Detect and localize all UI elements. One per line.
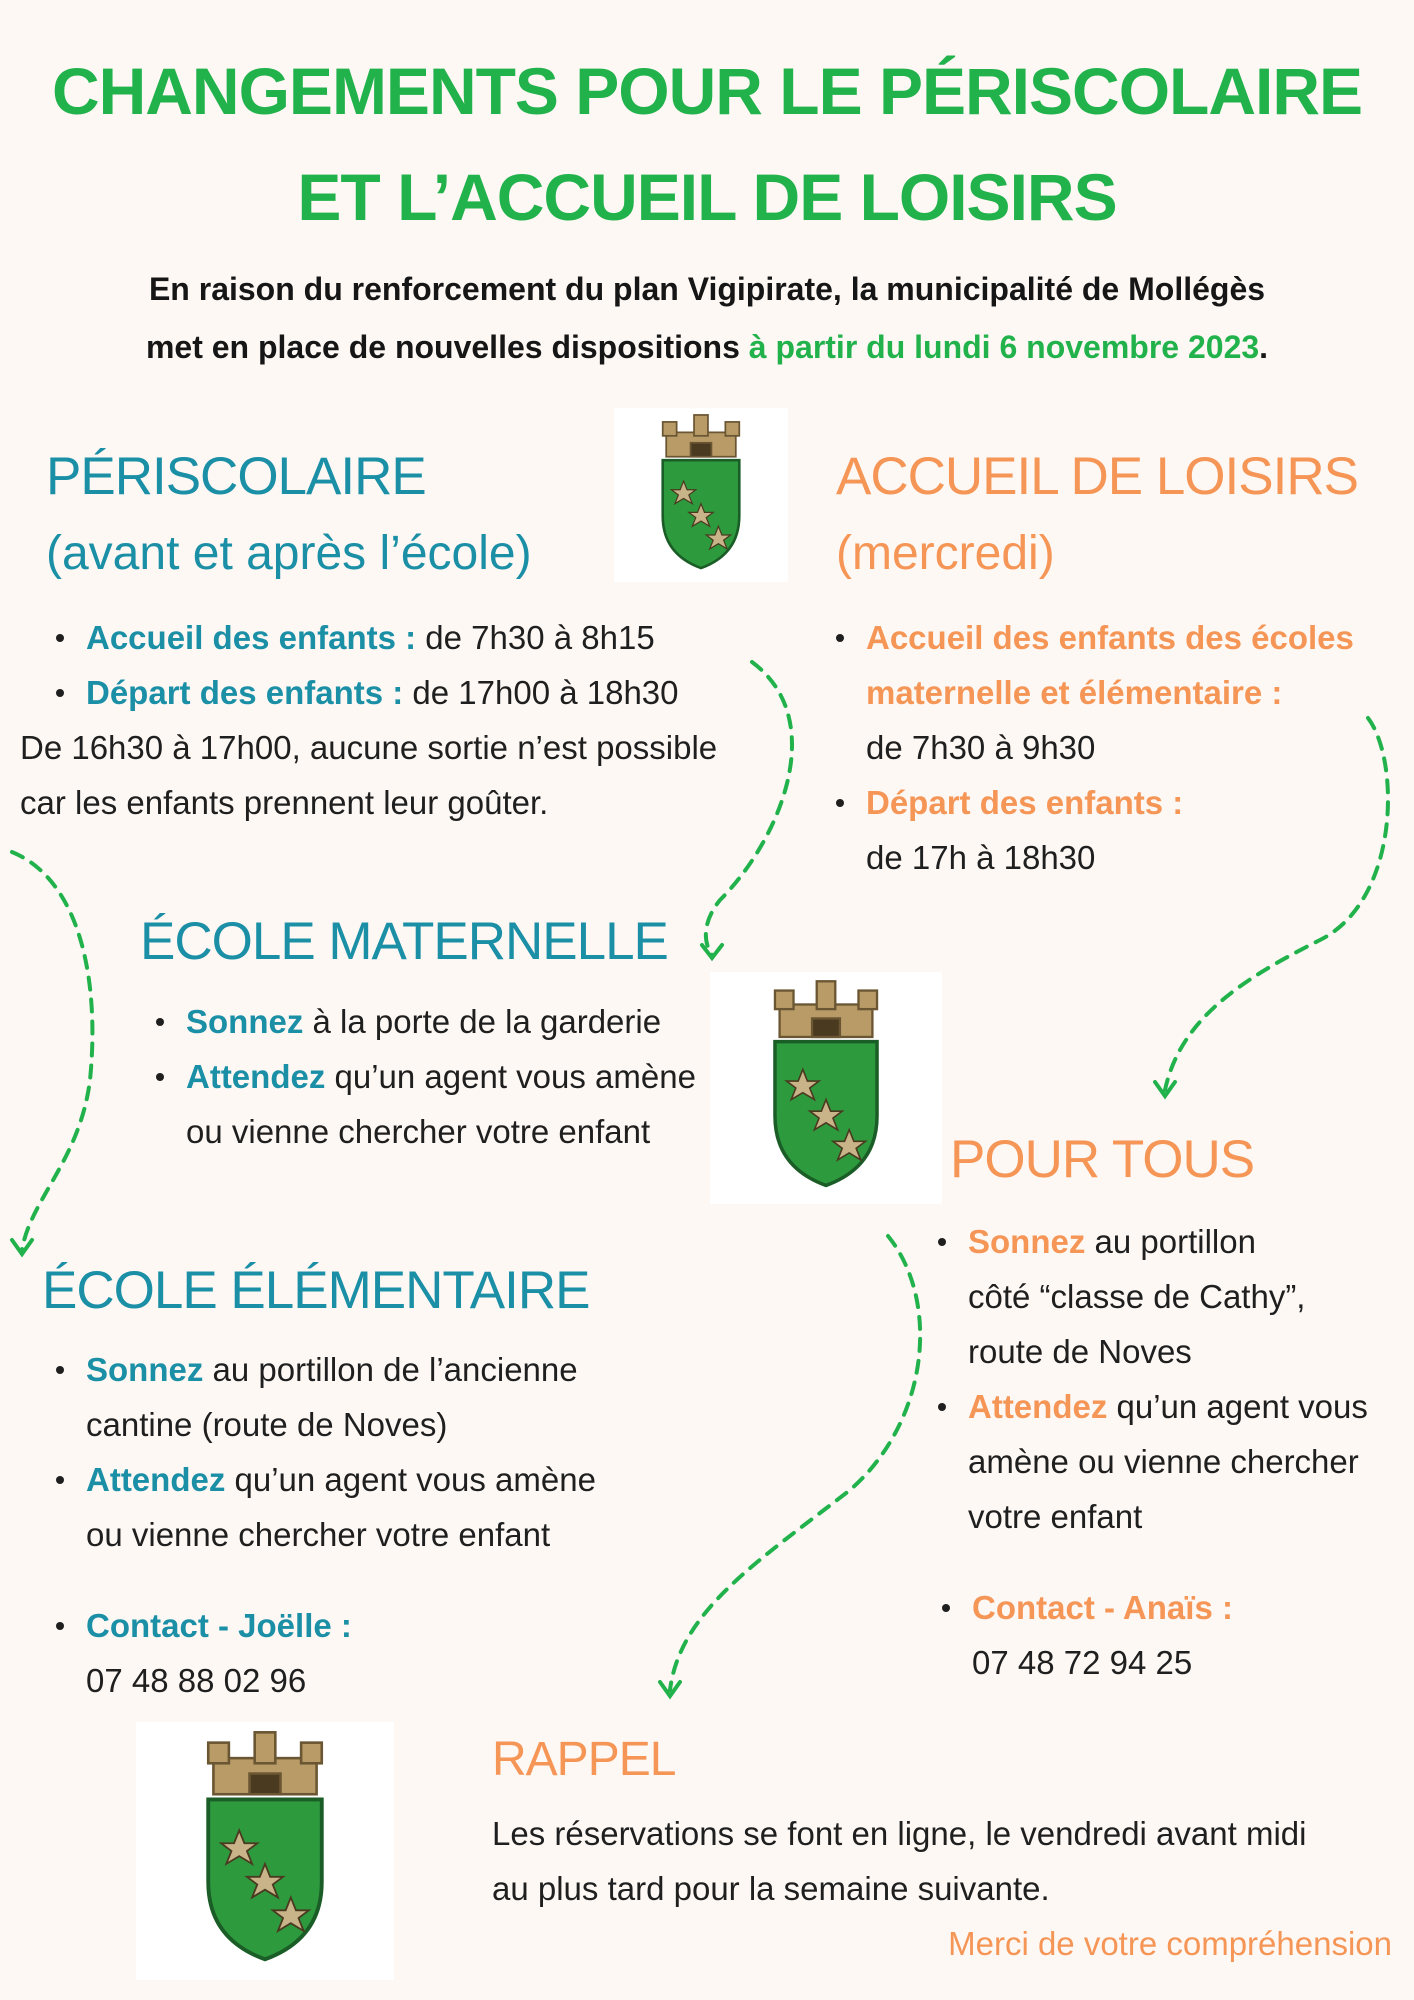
note-line-2: car les enfants prennent leur goûter. [20,784,549,821]
list-item [186,1049,746,1159]
pour-tous-contact [972,1580,1392,1690]
list-item [86,665,786,720]
intro-line-2-start: met en place de nouvelles dispositions [145,329,749,365]
item-value: au portillon de l’ancienne [203,1351,578,1388]
ecole-elementaire-contact [86,1598,506,1708]
accueil-loisirs-list [866,610,1406,885]
item-value: qu’un agent vous amène [325,1058,696,1095]
item-value: cantine (route de Noves) [86,1406,448,1443]
ecole-maternelle-list [186,994,746,1159]
item-label: Attendez [186,1058,326,1095]
item-value: ou vienne chercher votre enfant [186,1113,651,1150]
rappel-text [492,1806,1392,1916]
arrowhead-maternelle-icon [702,945,722,958]
periscolaire-note [20,720,800,830]
list-item [866,610,1406,775]
contact-phone: 07 48 72 94 25 [972,1644,1193,1681]
item-label: Accueil des enfants : [86,619,417,656]
contact-phone: 07 48 88 02 96 [86,1662,307,1699]
arrowhead-elementaire-icon [12,1240,32,1254]
title-line-1: CHANGEMENTS POUR LE PÉRISCOLAIRE [51,54,1363,128]
item-value: ou vienne chercher votre enfant [86,1516,551,1553]
periscolaire-list [86,610,786,720]
intro-line-2-end: . [1259,329,1269,365]
crest-logo-middle [710,972,942,1204]
accueil-loisirs-title: ACCUEIL DE LOISIRS [836,447,1358,506]
list-item [86,1452,706,1562]
pour-tous-list [968,1214,1408,1544]
rappel-line-2: au plus tard pour la semaine suivante. [492,1870,1050,1907]
item-value: de 17h à 18h30 [866,839,1096,876]
thanks-note: Merci de votre compréhension [948,1925,1392,1962]
item-label: Sonnez [86,1351,204,1388]
periscolaire-title: PÉRISCOLAIRE [46,447,426,506]
accueil-loisirs-subtitle: (mercredi) [836,527,1055,580]
contact-item [86,1598,506,1708]
item-label: Sonnez [186,1003,304,1040]
item-value: de 7h30 à 9h30 [866,729,1096,766]
arrow-pour-tous-to-rappel [670,1236,920,1690]
contact-label: Contact - Joëlle : [86,1607,352,1644]
title-line-2: ET L’ACCUEIL DE LOISIRS [297,160,1117,234]
item-label: Accueil des enfants des écoles [866,619,1354,656]
item-value: à la porte de la garderie [303,1003,662,1040]
pour-tous-title: POUR TOUS [950,1130,1255,1189]
item-value: qu’un agent vous [1107,1388,1368,1425]
arrow-left-to-elementaire [12,852,92,1250]
crest-logo-top [614,408,788,582]
list-item [866,775,1406,885]
list-item [86,1342,706,1452]
coat-of-arms-icon [710,972,942,1204]
intro-paragraph [0,260,1414,376]
item-value: côté “classe de Cathy”, [968,1278,1306,1315]
periscolaire-subtitle: (avant et après l’école) [46,527,532,580]
item-value: route de Noves [968,1333,1192,1370]
note-line-1: De 16h30 à 17h00, aucune sortie n’est possible [20,729,718,766]
item-value: qu’un agent vous amène [225,1461,596,1498]
contact-item [972,1580,1392,1690]
item-label: maternelle et élémentaire : [866,674,1283,711]
item-label: Départ des enfants : [86,674,404,711]
list-item [186,994,746,1049]
item-label: Attendez [968,1388,1108,1425]
item-value: de 17h00 à 18h30 [403,674,679,711]
item-label: Sonnez [968,1223,1086,1260]
list-item [968,1379,1408,1544]
item-value: au portillon [1085,1223,1256,1260]
ecole-maternelle-title: ÉCOLE MATERNELLE [140,912,668,971]
item-value: votre enfant [968,1498,1143,1535]
coat-of-arms-icon [136,1722,394,1980]
item-value: de 7h30 à 8h15 [416,619,655,656]
item-value: amène ou vienne chercher [968,1443,1359,1480]
rappel-line-1: Les réservations se font en ligne, le vendredi avant midi [492,1815,1307,1852]
list-item [968,1214,1408,1379]
crest-logo-bottom [136,1722,394,1980]
rappel-title: RAPPEL [492,1733,676,1786]
contact-label: Contact - Anaïs : [972,1589,1233,1626]
ecole-elementaire-list [86,1342,706,1562]
intro-line-2 [0,318,1414,376]
list-item [86,610,786,665]
coat-of-arms-icon [614,408,788,582]
intro-date: à partir du lundi 6 novembre 2023 [748,329,1260,365]
item-label: Départ des enfants : [866,784,1184,821]
intro-line-1: En raison du renforcement du plan Vigipirate, la municipalité de Mollégès [148,271,1266,307]
ecole-elementaire-title: ÉCOLE ÉLÉMENTAIRE [42,1261,590,1320]
item-label: Attendez [86,1461,226,1498]
